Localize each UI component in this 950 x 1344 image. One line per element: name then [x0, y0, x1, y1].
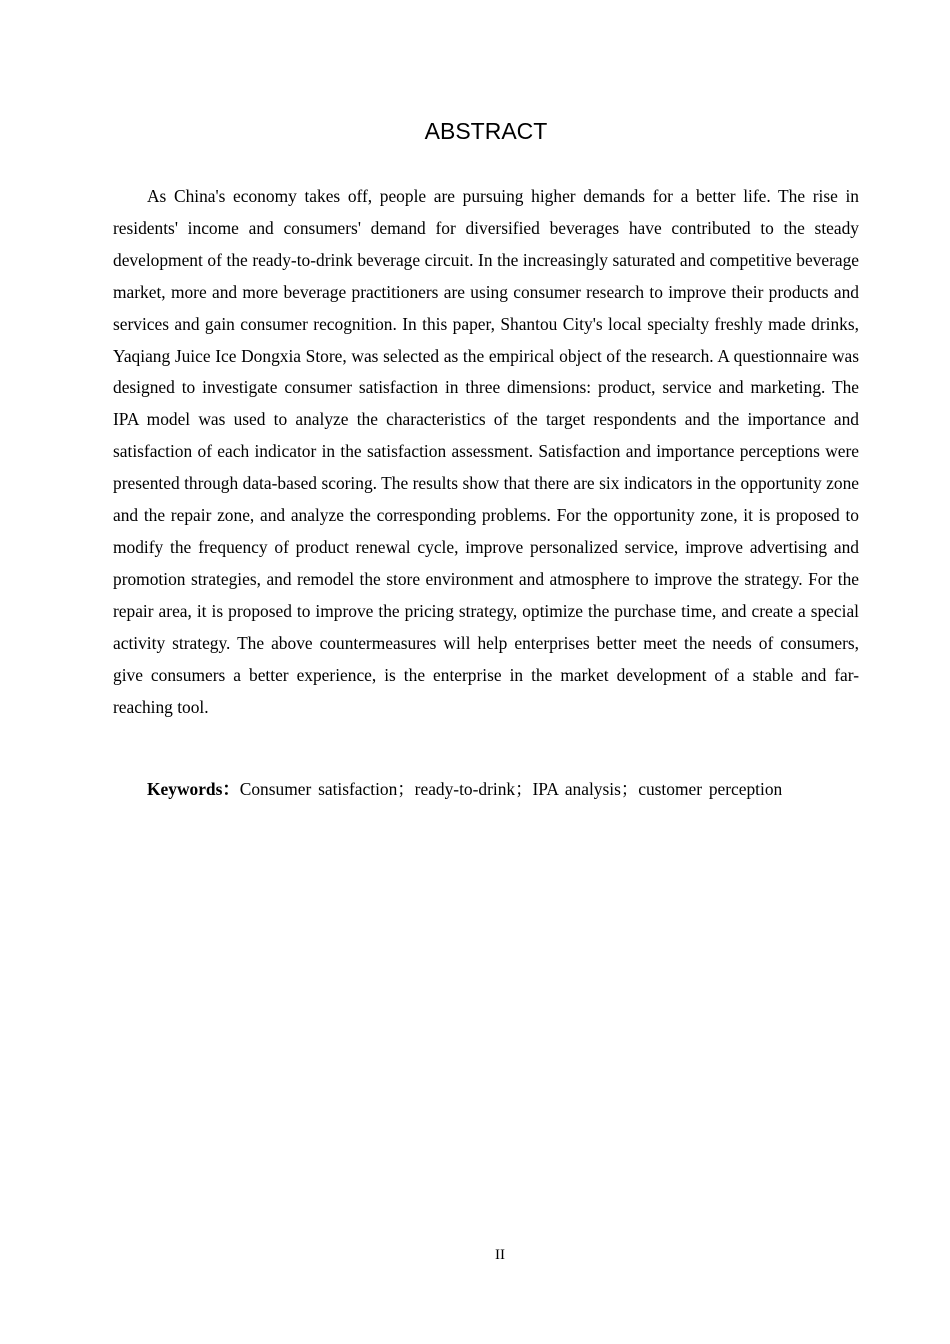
keywords-text: Consumer satisfaction；ready-to-drink；IPA analysis；customer perception — [239, 779, 783, 799]
abstract-body: As China's economy takes off, people are pursuing higher demands for a better life. The rise in residents' income and consumers' demand for diversified beverages have contributed to the steady development of the ready-to-drink beverage circuit. In the increasingly saturated and competitive beverage market, more and more beverage practitioners are using consumer research to improve their products and services and gain consumer recognition. In this paper, Shantou City's local specialty freshly made drinks, Yaqiang Juice Ice Dongxia Store, was selected as the empirical object of the research. A questionnaire was designed to investigate consumer satisfaction in three dimensions: product, service and marketing. The IPA model was used to analyze the characteristics of the target respondents and the importance and satisfaction of each indicator in the satisfaction assessment. Satisfaction and importance perceptions were presented through data-based scoring. The results show that there are six indicators in the opportunity zone and the repair zone, and analyze the corresponding problems. For the opportunity zone, it is proposed to modify the frequency of product renewal cycle, improve personalized service, improve advertising and promotion strategies, and remodel the store environment and atmosphere to improve the strategy. For the repair area, it is proposed to improve the pricing strategy, optimize the purchase time, and create a special activity strategy. The above countermeasures will help enterprises better meet the needs of consumers, give consumers a better experience, is the enterprise in the market development of a stable and far-reaching tool. — [113, 186, 859, 717]
page-number: II — [495, 1247, 505, 1263]
abstract-title: ABSTRACT — [424, 118, 548, 144]
keywords-line — [113, 774, 859, 806]
keywords-label: Keywords： — [147, 779, 240, 799]
